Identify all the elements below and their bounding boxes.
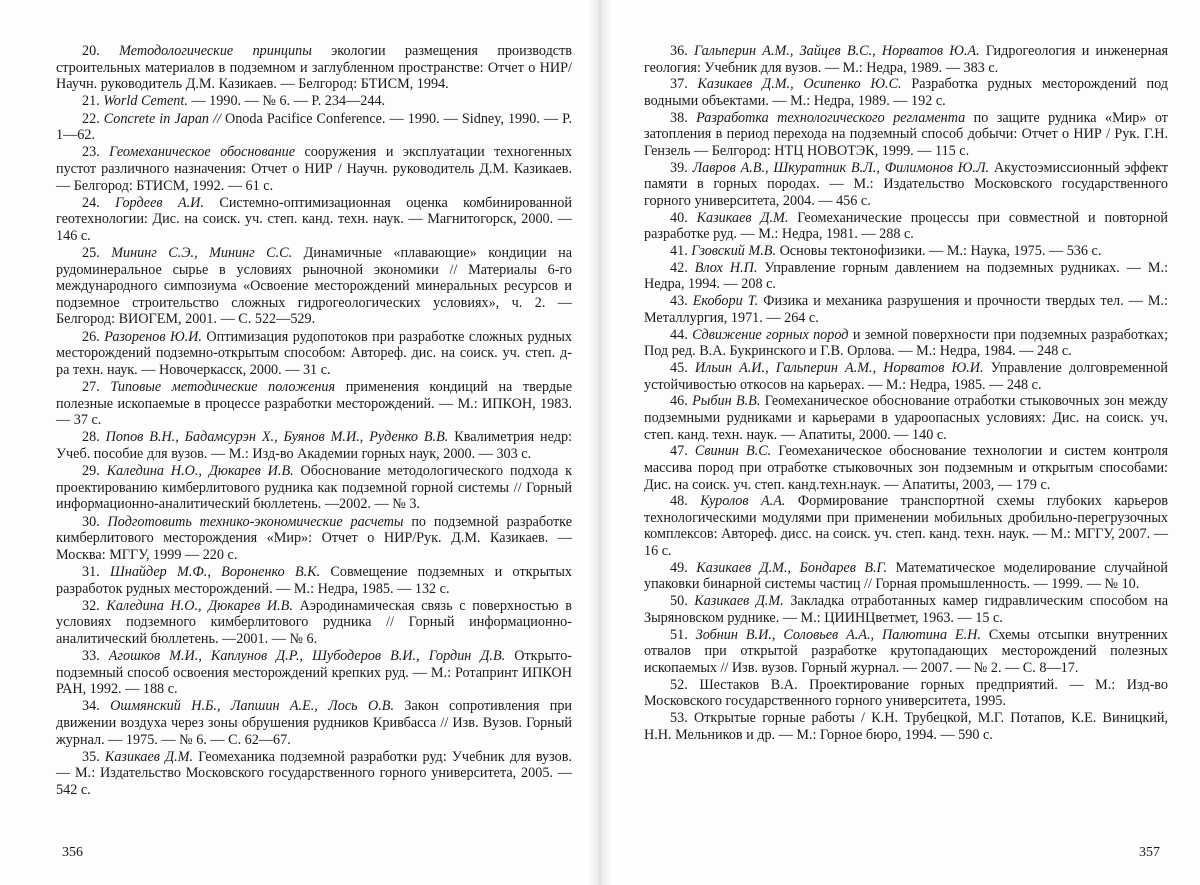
reference-details: Геомеханические процессы при совместной и повторной разработке руд. — М.: Недра, 1981. — 288 с. [644,210,1168,243]
reference-author: Куролов А.А. [700,493,785,509]
reference-author: Каледина Н.О., Дюкарев И.В. [106,598,293,614]
right-page-number: 357 [1139,845,1160,861]
reference-author: Попов В.Н., Бадамсурэн Х., Буянов М.И., Руденко В.В. [106,429,449,445]
reference-entry [644,160,1168,210]
reference-number: 33. [82,648,100,664]
reference-number: 30. [82,514,100,530]
reference-author: Екобори Т. [693,293,758,309]
reference-details: Управление горным давлением на подземных рудниках. — М.: Недра, 1994. — 208 с. [644,260,1168,293]
reference-number: 34. [82,698,100,714]
reference-details: по подземной разработке кимберлитового месторождения «Мир»: Отчет о НИР/Рук. Д.М. Казикаев. — Москва: МГГУ, 1999 — 220 с. [56,514,572,563]
reference-number: 50. [670,593,688,609]
reference-number: 41. [670,243,688,259]
reference-author: Казикаев Д.М. [105,749,193,765]
reference-details: Динамичные «плавающие» кондиции на рудоминеральное сырье в условиях рыночной экономики // Материалы 6-го международного симпозиума «Освоение месторождений минеральных ресурсов и подземное строительство сложных гидрогеологических условиях», ч. 2. — Белгород: ВИОГЕМ, 2001. — С. 522—529. [56,245,572,327]
reference-number: 24. [82,195,100,211]
reference-author: Мининг С.Э., Мининг С.С. [111,245,292,261]
reference-author: Казикаев Д.М., Бондарев В.Г. [696,560,887,576]
reference-entry [56,648,572,698]
reference-author: Влох Н.П. [695,260,758,276]
reference-entry [644,627,1168,677]
reference-details: Оптимизация рудопотоков при разработке сложных рудных месторождений подземно-открытым способом: Автореф. дис. на соиск. уч. степ. д-ра техн. наук. — Новочеркасск, 2000. — 31 с. [56,329,572,378]
book-spread [0,0,1200,885]
reference-number: 20. [82,43,100,59]
reference-entry [644,243,1168,260]
reference-author: Ошмянский Н.Б., Лапшин А.Е., Лось О.В. [110,698,394,714]
right-page [600,0,1200,885]
reference-author: Рыбин В.В. [692,393,760,409]
reference-entry [56,379,572,429]
reference-entry [56,514,572,564]
reference-number: 27. [82,379,100,395]
reference-number: 31. [82,564,100,580]
reference-details: применения кондиций на твердые полезные ископаемые в процессе разработки месторождений. — М.: ИПКОН, 1983. — 37 с. [56,379,572,428]
reference-author: Методологические принципы [119,43,312,59]
reference-number: 22. [82,111,100,127]
reference-details: Геомеханическое обоснование отработки стыковочных зон между подземными рудниками и карьерами в удароопасных условиях: Дис. на соиск. уч. степ. канд. техн. наук. — Апатиты, 2000. — 140 с. [644,393,1168,442]
reference-author: Разоренов Ю.И. [104,329,202,345]
reference-author: Подготовить технико-экономические расчеты [108,514,404,530]
reference-number: 38. [670,110,688,126]
reference-entry [56,429,572,462]
reference-entry [644,593,1168,626]
reference-entry [56,698,572,748]
reference-number: 45. [670,360,688,376]
reference-number: 47. [670,443,688,459]
reference-entry [644,360,1168,393]
reference-number: 53. [670,710,688,726]
reference-entry [644,293,1168,326]
reference-author: Агошков М.И., Каплунов Д.Р., Шубодеров В.И., Гордин Д.В. [109,648,505,664]
reference-author: World Cement. [103,93,188,109]
reference-number: 25. [82,245,100,261]
reference-entry [56,598,572,648]
reference-details: Физика и механика разрушения и прочности твердых тел. — М.: Металлургия, 1971. — 264 с. [644,293,1168,326]
reference-details: Разработка рудных месторождений под водными объектами. — М.: Недра, 1989. — 192 с. [644,76,1168,109]
reference-number: 49. [670,560,688,576]
reference-author: Каледина Н.О., Дюкарев И.В. [107,463,294,479]
reference-entry [56,43,572,93]
reference-entry [644,677,1168,710]
reference-number: 36. [670,43,688,59]
left-page [0,0,600,885]
reference-author: Разработка технологического регламента [696,110,965,126]
reference-number: 43. [670,293,688,309]
reference-author: Казикаев Д.М. [694,593,783,609]
reference-author: Гордеев А.И. [115,195,204,211]
reference-entry [644,560,1168,593]
reference-details: Квалиметрия недр: Учеб. пособие для вузов. — М.: Изд-во Академии горных наук, 2000. — 303 с. [56,429,572,462]
reference-number: 46. [670,393,688,409]
reference-number: 52. [670,677,688,693]
reference-number: 39. [670,160,688,176]
reference-entry [56,749,572,799]
left-reference-list [56,43,572,799]
reference-details: Акустоэмиссионный эффект памяти в горных породах. — М.: Издательство Московского государственного горного университета, 2004. — 456 с. [644,160,1168,209]
reference-number: 32. [82,598,100,614]
reference-details: Открытые горные работы / К.Н. Трубецкой, М.Г. Потапов, К.Е. Виницкий, Н.Н. Мельников и др. — М.: Горное бюро, 1994. — 590 с. [644,710,1168,743]
reference-details: экологии размещения производств строительных материалов в подземном и заглубленном пространстве: Отчет о НИР/Научн. руководитель Д.М. Казикаев. — Белгород: БТИСМ, 1994. [56,43,572,92]
reference-entry [644,43,1168,76]
reference-number: 28. [82,429,100,445]
reference-details: Шестаков В.А. Проектирование горных предприятий. — М.: Изд-во Московского государственного горного университета, 1995. [644,677,1168,710]
reference-number: 23. [82,144,100,160]
reference-details: Геомеханика подземной разработки руд: Учебник для вузов. — М.: Издательство Московского государственного горного университета, 2005. — 542 с. [56,749,572,798]
reference-entry [644,710,1168,743]
reference-number: 37. [670,76,688,92]
reference-author: Сдвижение горных пород [692,327,848,343]
reference-details: Совмещение подземных и открытых разработок рудных месторождений. — М.: Недра, 1985. — 132 с. [56,564,572,597]
reference-entry [56,111,572,144]
reference-entry [56,144,572,194]
reference-author: Свинин В.С. [695,443,771,459]
reference-details: — 1990. — № 6. — P. 234—244. [188,93,385,109]
reference-author: Гзовский М.В. [691,243,776,259]
reference-details: по защите рудника «Мир» от затопления в период перехода на подземный способ добычи: Отчет о НИР / Рук. Г.Н. Гензель — Белгород: НТЦ НОВОТЭК, 1999. — 115 с. [644,110,1168,159]
reference-entry [644,110,1168,160]
reference-author: Казикаев Д.М. [697,210,789,226]
reference-number: 40. [670,210,688,226]
reference-details: Открыто-подземный способ освоения месторождений крепких руд. — М.: Ротапринт ИПКОН РАН, 1992. — 188 с. [56,648,572,697]
reference-entry [644,210,1168,243]
reference-details: Основы тектонофизики. — М.: Наука, 1975. — 536 с. [776,243,1101,259]
reference-author: Гальперин А.М., Зайцев В.С., Норватов Ю.А. [694,43,980,59]
reference-details: Схемы отсыпки внутренних отвалов при открытой разработке крутопадающих месторождений полезных ископаемых // Изв. вузов. Горный журнал. — 2007. — № 2. — С. 8—17. [644,627,1168,676]
reference-author: Лавров А.В., Шкуратник В.Л., Филимонов Ю.Л. [693,160,990,176]
reference-author: Ильин А.И., Гальперин А.М., Норватов Ю.И. [695,360,984,376]
reference-author: Шнайдер М.Ф., Вороненко В.К. [110,564,320,580]
reference-details: Закладка отработанных камер гидравлическим способом на Зыряновском руднике. — М.: ЦИИНЦветмет, 1963. — 15 с. [644,593,1168,626]
reference-number: 21. [82,93,100,109]
reference-details: Геомеханическое обоснование технологии и систем контроля массива пород при отработке стыковочных зон подземным и открытым способами: Дис. на соиск. уч. степ. канд.техн.наук. — Апатиты, 2003, — 179 с. [644,443,1168,492]
reference-entry [56,93,572,110]
reference-entry [56,245,572,328]
reference-number: 29. [82,463,100,479]
reference-entry [644,443,1168,493]
reference-number: 48. [670,493,688,509]
reference-entry [56,329,572,379]
reference-author: Геомеханическое обоснование [109,144,295,160]
reference-details: Onoda Pacifice Conference. — 1990. — Sidney, 1990. — P. 1—62. [56,111,572,144]
left-page-number: 356 [62,845,83,861]
reference-entry [644,493,1168,559]
reference-author: Типовые методические положения [110,379,335,395]
reference-details: Аэродинамическая связь с поверхностью в условиях подземного кимберлитового рудника // Горный информационно-аналитический бюллетень. —2001. — № 6. [56,598,572,647]
reference-entry [56,564,572,597]
reference-details: Формирование транспортной схемы глубоких карьеров технологическими модулями при применении мобильных дробильно-перегрузочных комплексов: Автореф. дисс. на соиск. уч. степ. канд. техн. наук. — М.: МГГУ, 2007. — 16 с. [644,493,1168,559]
right-reference-list [644,43,1168,743]
reference-details: и земной поверхности при подземных разработках; Под ред. В.А. Букринского и Г.В. Орлова. — М.: Недра, 1984. — 248 с. [644,327,1168,360]
reference-number: 44. [670,327,688,343]
reference-number: 51. [670,627,688,643]
reference-details: Управление долговременной устойчивостью откосов на карьерах. — М.: Недра, 1985. — 248 с. [644,360,1168,393]
reference-entry [644,76,1168,109]
reference-details: Гидрогеология и инженерная геология: Учебник для вузов. — М.: Недра, 1989. — 383 с. [644,43,1168,76]
reference-details: Системно-оптимизационная оценка комбинированной геотехнологии: Дис. на соиск. уч. степ. канд. техн. наук. — Магнитогорск, 2000. — 146 с. [56,195,572,244]
reference-number: 35. [82,749,100,765]
reference-author: Concrete in Japan // [104,111,221,127]
reference-entry [644,393,1168,443]
reference-entry [644,327,1168,360]
reference-author: Зобнин В.И., Соловьев А.А., Палютина Е.Н. [696,627,981,643]
reference-number: 42. [670,260,688,276]
reference-entry [56,463,572,513]
reference-details: Обоснование методологического подхода к проектированию кимберлитового рудника как подземной горной системы // Горный информационно-аналитический бюллетень. —2002. — № 3. [56,463,572,512]
reference-details: Математическое моделирование случайной упаковки бинарной системы частиц // Горная промышленность. — 1999. — № 10. [644,560,1168,593]
reference-author: Казикаев Д.М., Осипенко Ю.С. [697,76,901,92]
reference-details: Закон сопротивления при движении воздуха через зоны обрушения рудников Кривбасса // Изв. Вузов. Горный журнал. — 1975. — № 6. — С. 62—67. [56,698,572,747]
reference-details: сооружения и эксплуатации техногенных пустот различного назначения: Отчет о НИР / Научн. руководитель Д.М. Казикаев. — Белгород: БТИСМ, 1992. — 61 с. [56,144,572,193]
reference-entry [56,195,572,245]
reference-entry [644,260,1168,293]
reference-number: 26. [82,329,100,345]
